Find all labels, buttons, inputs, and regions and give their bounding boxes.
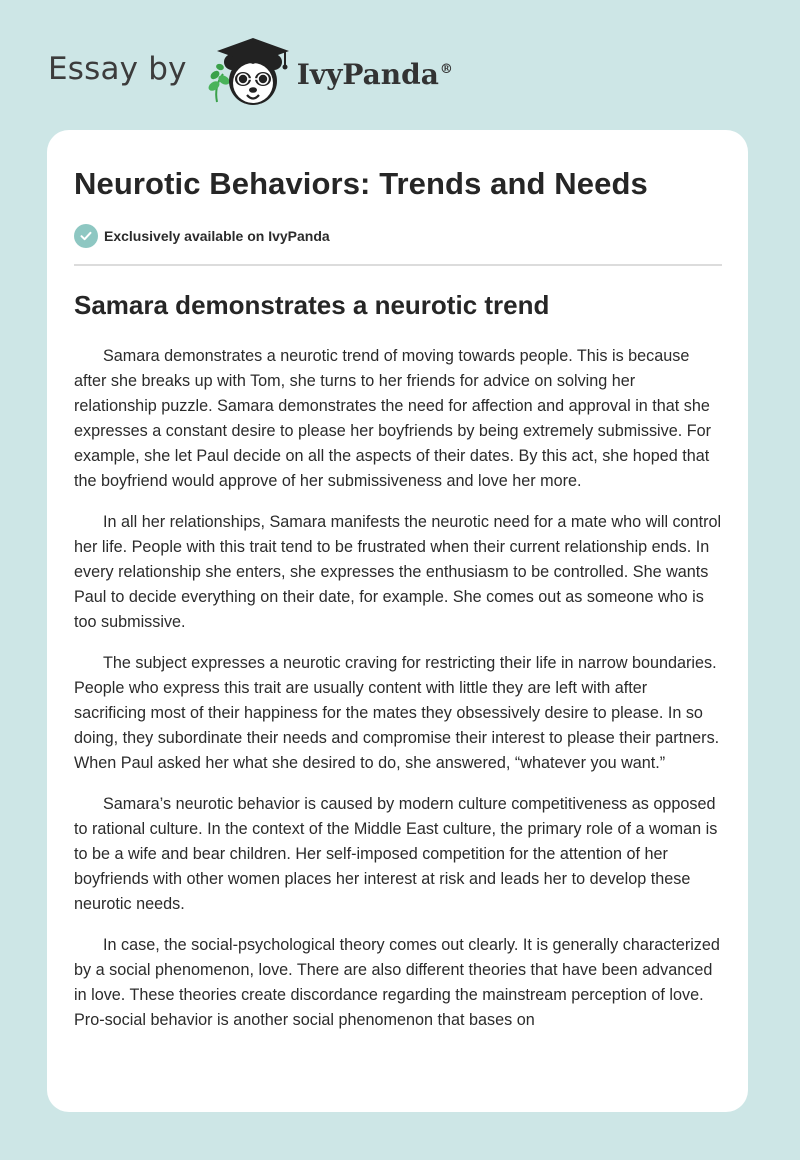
paragraph: In all her relationships, Samara manifests the neurotic need for a mate who will control her life. People with this trait tend to be frustrated when their current relationship ends. In every relationship she enters, she expresses the enthusiasm to be controlled. She wants Paul to decide everything on their date, for example. She comes out as someone who is too submissive. bbox=[74, 513, 722, 631]
paragraph: Samara’s neurotic behavior is caused by modern culture competitiveness as opposed to rational culture. In the context of the Middle East culture, the primary role of a woman is to be a wife and bear children. Her self-imposed competition for the attention of her boyfriends with other women places her interest at risk and leads her to develop these neurotic needs. bbox=[74, 795, 718, 913]
paragraph: The subject expresses a neurotic craving for restricting their life in narrow boundaries. People who express this trait are usually content with little they are left with after sacrificing most of their happiness for the mates they obsessively desire to please. In so doing, they subordinate their needs and compromise their interest to please their partners. When Paul asked her what she desired to do, she answered, “whatever you want.” bbox=[74, 654, 720, 772]
paragraph: Samara demonstrates a neurotic trend of moving towards people. This is because after she breaks up with Tom, she turns to her friends for advice on solving her relationship puzzle. Samara demonstrates the need for affection and approval in that she expresses a constant desire to please her boyfriends by being extremely submissive. For example, she let Paul decide on all the aspects of their dates. By this act, she hoped that the boyfriend would approve of her submissiveness and love her more. bbox=[74, 347, 712, 490]
brand-prefix: Essay by bbox=[48, 51, 187, 87]
registered-mark: ® bbox=[439, 62, 453, 78]
brand-name bbox=[297, 58, 453, 91]
essay-title: Neurotic Behaviors: Trends and Needs bbox=[74, 166, 648, 201]
paragraph: In case, the social-psychological theory comes out clearly. It is generally characterized by a social phenomenon, love. There are also different theories that have been advanced in love. These theories create discordance regarding the mainstream perception of love. Pro-social behavior is another social phenomenon that bases on bbox=[74, 936, 720, 1029]
exclusive-badge-label: Exclusively available on IvyPanda bbox=[104, 228, 330, 244]
essay-content bbox=[74, 164, 722, 1049]
check-circle-icon bbox=[74, 224, 98, 248]
leaf-icon bbox=[207, 63, 231, 102]
brand-name-text: IvyPanda bbox=[296, 57, 439, 91]
divider bbox=[74, 264, 722, 266]
brand-header bbox=[48, 36, 453, 108]
section-heading: Samara demonstrates a neurotic trend bbox=[74, 290, 550, 320]
panda-logo-icon bbox=[205, 36, 295, 108]
essay-card bbox=[47, 130, 748, 1112]
essay-body bbox=[74, 344, 722, 1033]
exclusive-badge bbox=[74, 223, 722, 249]
